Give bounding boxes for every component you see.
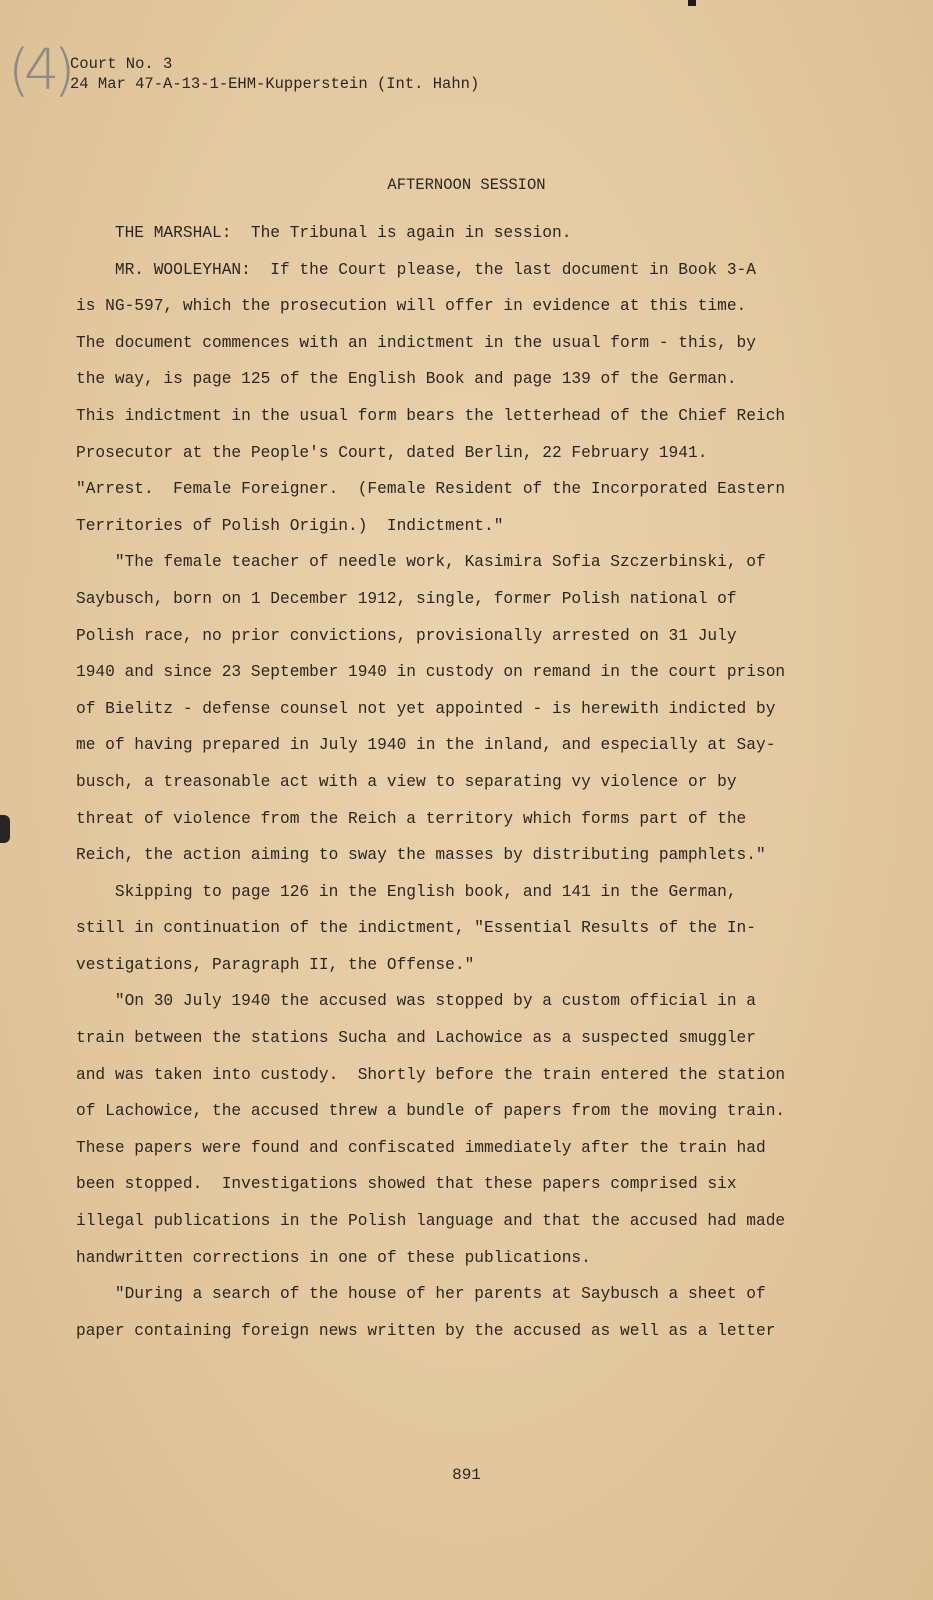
transcript-line: me of having prepared in July 1940 in the inland, and especially at Say- bbox=[76, 736, 776, 755]
transcript-line: is NG-597, which the prosecution will offer in evidence at this time. bbox=[76, 297, 747, 316]
transcript-line: paper containing foreign news written by the accused as well as a letter bbox=[76, 1321, 776, 1340]
transcript-reference: 24 Mar 47-A-13-1-EHM-Kupperstein (Int. Hahn) bbox=[70, 75, 480, 93]
transcript-line: Saybusch, born on 1 December 1912, single, former Polish national of bbox=[76, 589, 737, 608]
transcript-line: Reich, the action aiming to sway the masses by distributing pamphlets." bbox=[76, 846, 766, 865]
transcript-line: still in continuation of the indictment, "Essential Results of the In- bbox=[76, 919, 756, 938]
document-header bbox=[70, 54, 479, 94]
transcript-line: handwritten corrections in one of these publications. bbox=[76, 1248, 591, 1267]
page-number: 891 bbox=[452, 1466, 481, 1484]
transcript-line: This indictment in the usual form bears the letterhead of the Chief Reich bbox=[76, 406, 786, 425]
transcript-line: threat of violence from the Reich a territory which forms part of the bbox=[76, 809, 747, 828]
transcript-line: "During a search of the house of her parents at Saybusch a sheet of bbox=[76, 1285, 766, 1304]
transcript-line: These papers were found and confiscated immediately after the train had bbox=[76, 1138, 766, 1157]
transcript-line: of Bielitz - defense counsel not yet appointed - is herewith indicted by bbox=[76, 699, 776, 718]
transcript-line: Territories of Polish Origin.) Indictment." bbox=[76, 516, 504, 535]
transcript-line: busch, a treasonable act with a view to separating vy violence or by bbox=[76, 772, 737, 791]
transcript-line: illegal publications in the Polish language and that the accused had made bbox=[76, 1212, 786, 1231]
transcript-line: vestigations, Paragraph II, the Offense." bbox=[76, 955, 475, 974]
transcript-line: 1940 and since 23 September 1940 in custody on remand in the court prison bbox=[76, 663, 786, 682]
transcript-line: "On 30 July 1940 the accused was stopped by a custom official in a bbox=[76, 992, 756, 1011]
transcript-line: of Lachowice, the accused threw a bundle of papers from the moving train. bbox=[76, 1102, 786, 1121]
transcript-line: Polish race, no prior convictions, provisionally arrested on 31 July bbox=[76, 626, 737, 645]
transcript-line: MR. WOOLEYHAN: If the Court please, the last document in Book 3-A bbox=[76, 260, 756, 279]
transcript-line: Prosecutor at the People's Court, dated Berlin, 22 February 1941. bbox=[76, 443, 708, 462]
transcript-line: "The female teacher of needle work, Kasimira Sofia Szczerbinski, of bbox=[76, 553, 766, 572]
transcript-line: "Arrest. Female Foreigner. (Female Resident of the Incorporated Eastern bbox=[76, 480, 786, 499]
transcript-line: THE MARSHAL: The Tribunal is again in session. bbox=[76, 224, 572, 242]
transcript-line: been stopped. Investigations showed that these papers comprised six bbox=[76, 1175, 737, 1194]
binding-mark bbox=[688, 0, 696, 6]
transcript-body bbox=[76, 215, 906, 1349]
margin-tab-mark bbox=[0, 815, 10, 843]
transcript-line: The document commences with an indictment in the usual form - this, by bbox=[76, 333, 756, 352]
transcript-line: Skipping to page 126 in the English book, and 141 in the German, bbox=[76, 882, 737, 901]
transcript-line: and was taken into custody. Shortly before the train entered the station bbox=[76, 1065, 786, 1084]
handwritten-page-mark: (4) bbox=[8, 38, 70, 103]
court-number: Court No. 3 bbox=[70, 55, 173, 73]
session-title: AFTERNOON SESSION bbox=[387, 176, 546, 194]
transcript-line: the way, is page 125 of the English Book and page 139 of the German. bbox=[76, 370, 737, 389]
transcript-line: train between the stations Sucha and Lachowice as a suspected smuggler bbox=[76, 1029, 756, 1048]
